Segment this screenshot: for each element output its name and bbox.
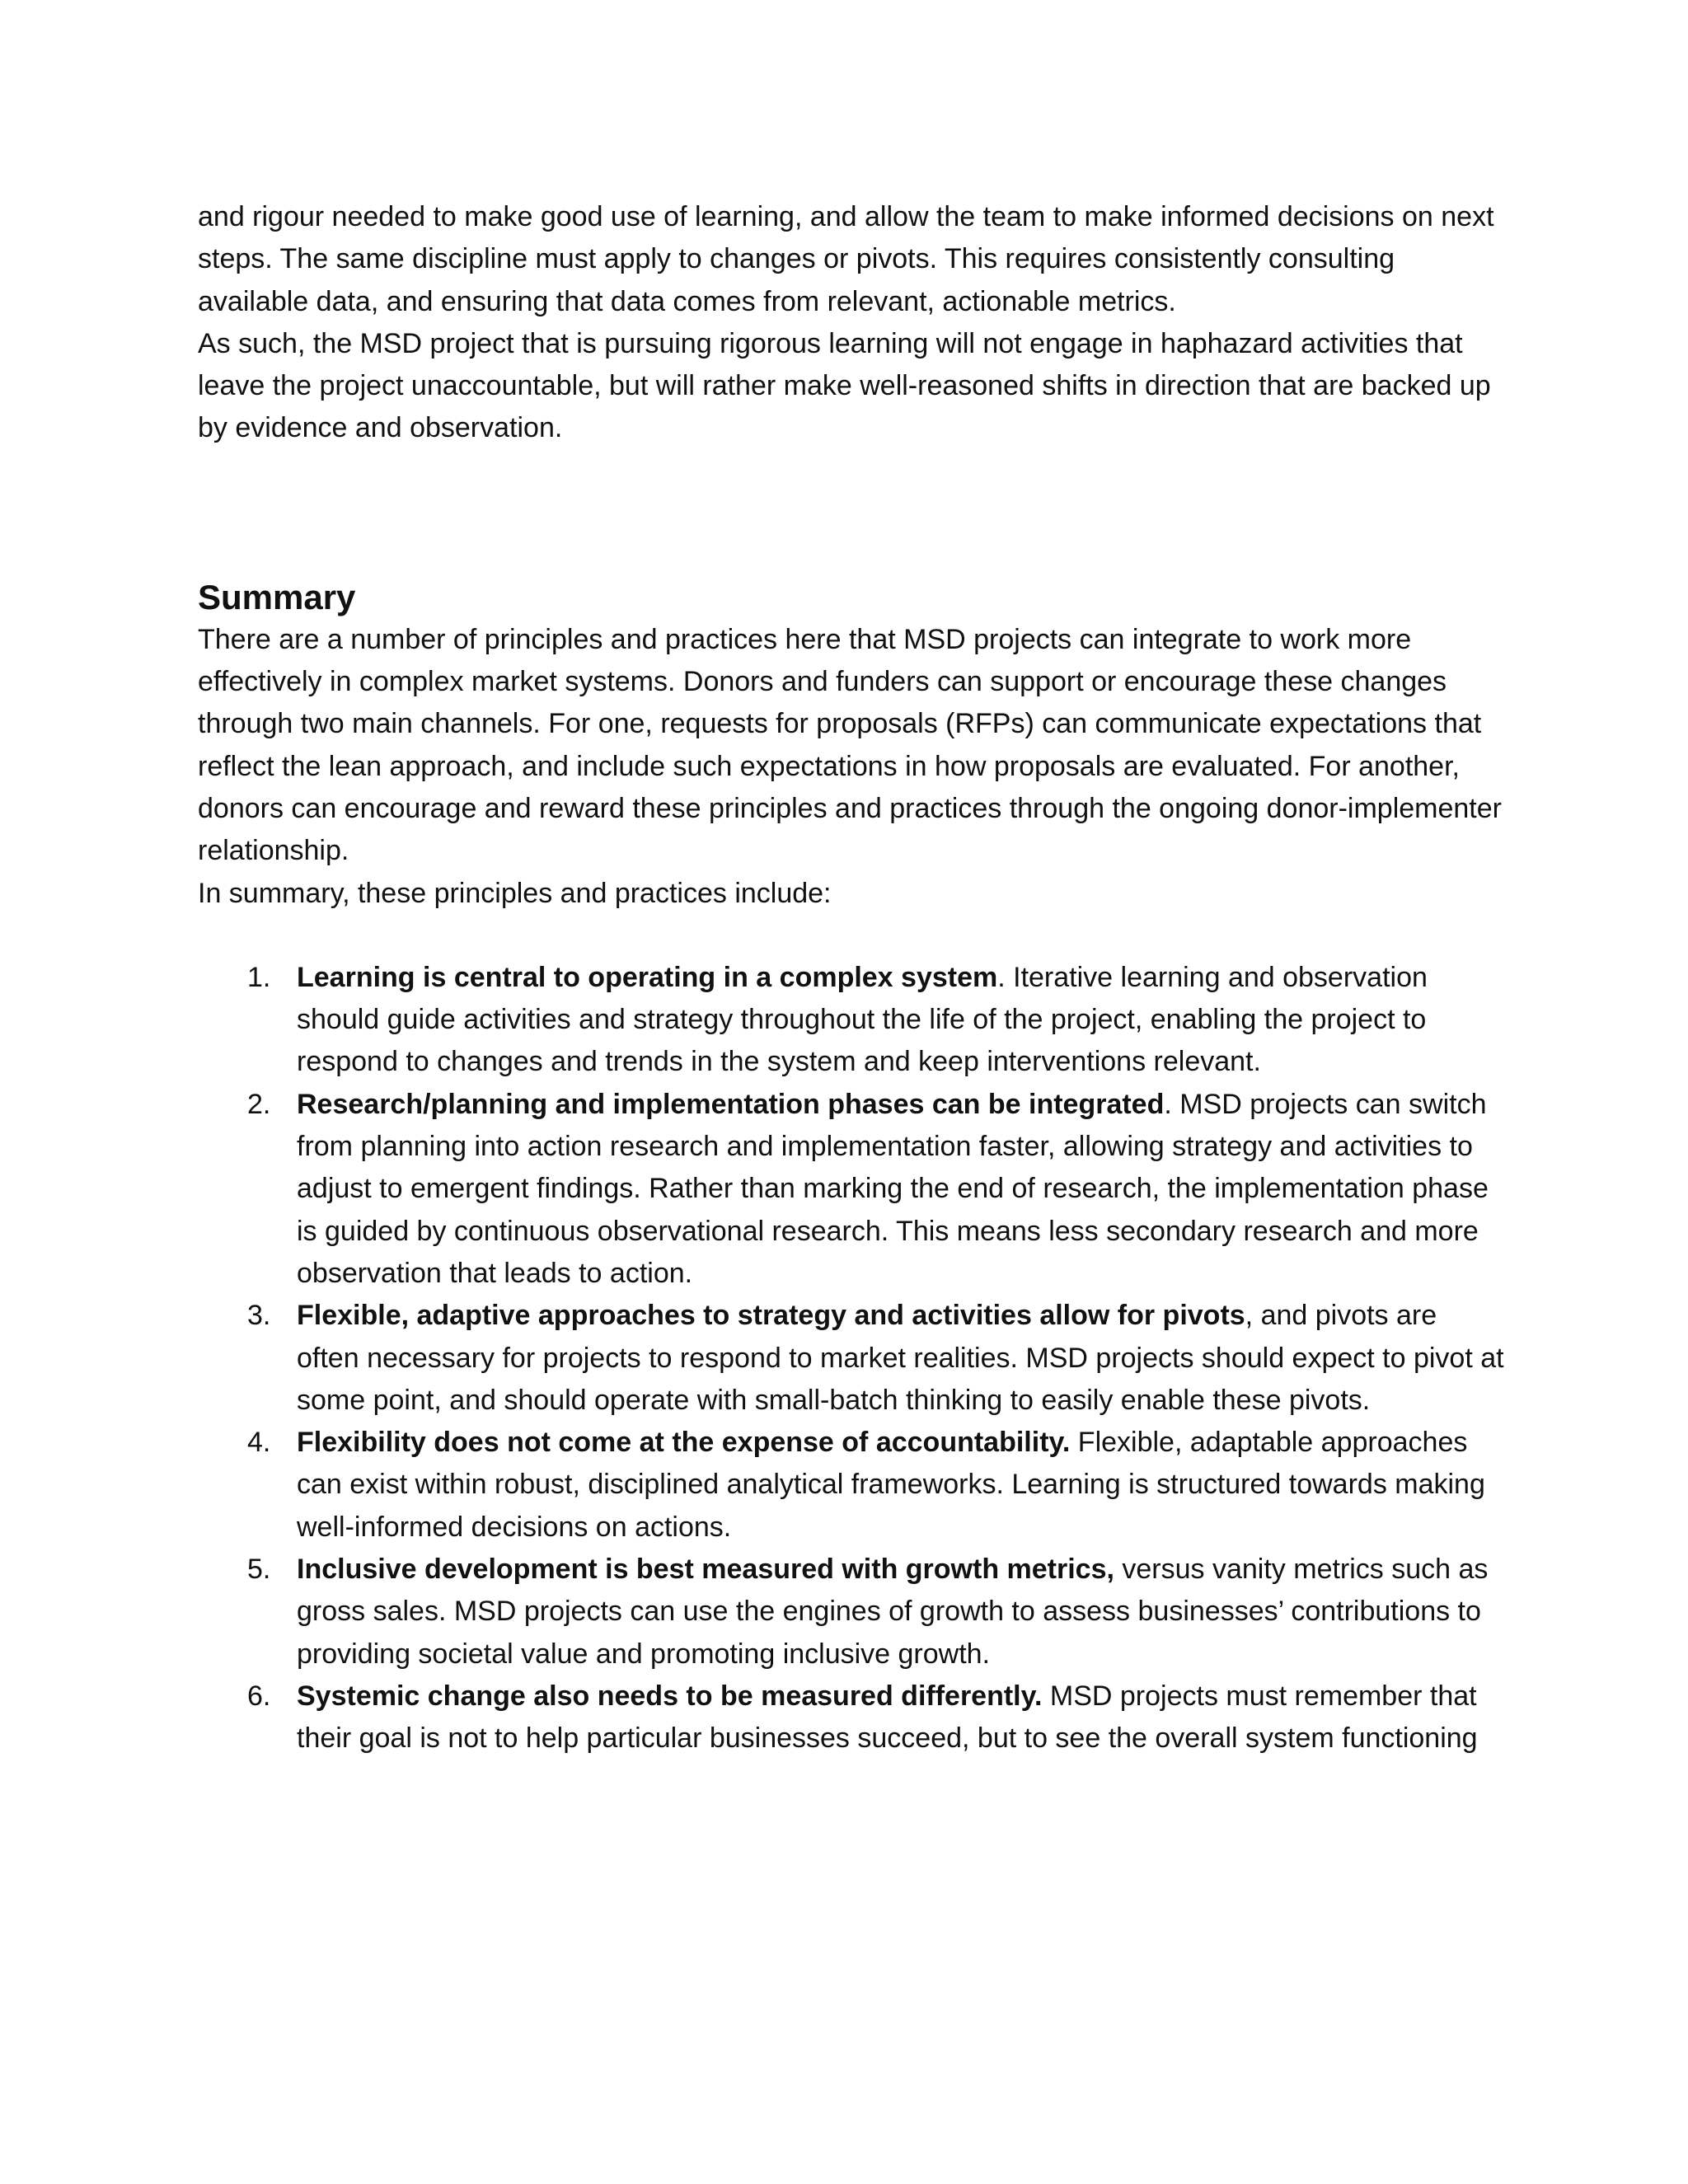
principles-list <box>198 957 1507 1760</box>
list-item-bold-lead: Research/planning and implementation phases can be integrated <box>297 1088 1165 1120</box>
list-item-number: 3. <box>247 1300 271 1332</box>
list-item <box>198 1549 1507 1675</box>
summary-paragraph-2: In summary, these principles and practices include: <box>198 877 832 909</box>
summary-paragraph-1: There are a number of principles and practices here that MSD projects can integrate to work more effectively in complex market systems. Donors and funders can support or encourage these changes through two main channels. For one, requests for proposals (RFPs) can communicate expectations that reflect the lean approach, and include such expectations in how proposals are evaluated. For another, donors can encourage and reward these principles and practices through the ongoing donor-implementer relationship. <box>198 623 1502 867</box>
list-item <box>198 1422 1507 1549</box>
list-item-body: Flexible, adaptable approaches can exist within robust, disciplined analytical frameworks. Learning is structured towards making well-informed decisions on actions. <box>297 1427 1485 1543</box>
list-item <box>198 1084 1507 1295</box>
list-item-bold-lead: Learning is central to operating in a complex system <box>297 961 998 993</box>
intro-paragraph-1: and rigour needed to make good use of learning, and allow the team to make informed decisions on next steps. The same discipline must apply to changes or pivots. This requires consistently consulting available data, and ensuring that data comes from relevant, actionable metrics. <box>198 201 1494 317</box>
list-item-body: . Iterative learning and observation should guide activities and strategy throughout the life of the project, enabling the project to respond to changes and trends in the system and keep interventions relevant. <box>297 961 1428 1078</box>
list-item-bold-lead: Inclusive development is best measured with growth metrics, <box>297 1554 1114 1586</box>
list-item <box>198 1675 1507 1760</box>
list-item-number: 4. <box>247 1427 271 1459</box>
list-item-number: 5. <box>247 1554 271 1586</box>
list-item-text <box>297 1675 1507 1760</box>
list-item-text <box>297 1549 1507 1675</box>
list-item-body: , and pivots are often necessary for projects to respond to market realities. MSD projects should expect to pivot at some point, and should operate with small-batch thinking to easily enable these pivots. <box>297 1300 1504 1416</box>
list-item-bold-lead: Flexibility does not come at the expense of accountability. <box>297 1427 1071 1459</box>
list-item <box>198 1295 1507 1422</box>
summary-heading: Summary <box>198 577 356 616</box>
list-item <box>198 957 1507 1084</box>
list-item-bold-lead: Flexible, adaptive approaches to strategy and activities allow for pivots <box>297 1300 1245 1332</box>
list-item-number: 6. <box>247 1680 271 1712</box>
list-item-body: MSD projects must remember that their goal is not to help particular businesses succeed, but to see the overall system functioning <box>297 1680 1478 1755</box>
list-item-bold-lead: Systemic change also needs to be measured differently. <box>297 1680 1043 1712</box>
list-item-number: 2. <box>247 1088 271 1120</box>
list-item-text <box>297 1422 1507 1549</box>
list-item-body: versus vanity metrics such as gross sales. MSD projects can use the engines of growth to assess businesses’ contributions to providing societal value and promoting inclusive growth. <box>297 1554 1489 1670</box>
list-item-text <box>297 957 1507 1084</box>
list-item-text <box>297 1084 1507 1295</box>
list-item-text <box>297 1295 1507 1422</box>
list-item-body: . MSD projects can switch from planning into action research and implementation faster, allowing strategy and activities to adjust to emergent findings. Rather than marking the end of research, the implementation phase is guided by continuous observational research. This means less secondary research and more observation that leads to action. <box>297 1088 1489 1289</box>
intro-paragraph-2: As such, the MSD project that is pursuing rigorous learning will not engage in haphazard activities that leave the project unaccountable, but will rather make well-reasoned shifts in direction that are backed up by evidence and observation. <box>198 327 1491 444</box>
list-item-number: 1. <box>247 961 271 993</box>
